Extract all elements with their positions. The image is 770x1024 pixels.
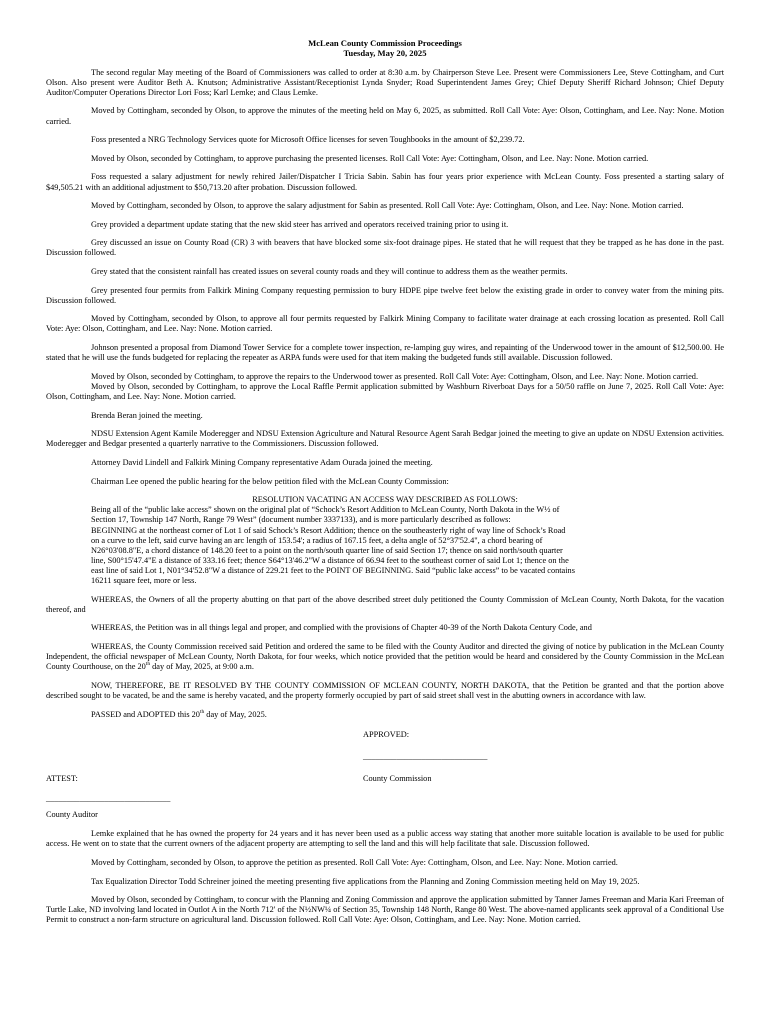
paragraph: Moved by Olson, seconded by Cottingham, to approve purchasing the presented licenses. Roll Call Vote: Aye: Cottingham, Olson, and Lee. Nay: None. Motion carried. [91, 153, 649, 163]
resolution-line: Section 17, Township 147 North, Range 79 West” (document number 3337133), and is more particularly described as follows: [91, 515, 511, 525]
paragraph: Foss requested a salary adjustment for newly rehired Jailer/Dispatcher I Tricia Sabin. Sabin has four years prior experience with McLean County. Foss presented a starting salary of $49,505.21 with an additional adjustment to $50,713.20 after probation. Discussion followed. [46, 172, 724, 192]
resolution-line: on a curve to the left, said curve having an arc length of 153.54'; a radius of 167.15 feet, a delta angle of 52°37'52.4", a chord bearing of [91, 535, 543, 545]
signature-line: ______________________________ [46, 793, 171, 803]
resolved-paragraph: NOW, THEREFORE, BE IT RESOLVED BY THE COUNTY COMMISSION OF MCLEAN COUNTY, NORTH DAKOTA, that the Petition be granted and that the portion above described sought to be vacated, be and the same is hereby vacated, and the property formerly occupied by part of said street shall vest in the abutting owners in accordance with law. [46, 680, 724, 700]
title-line-2: Tuesday, May 20, 2025 [343, 48, 427, 59]
county-auditor-label: County Auditor [46, 810, 98, 820]
paragraph: Lemke explained that he has owned the property for 24 years and it has never been used as a public access way stating that another more suitable location is available to be used for public access. He went on to state that the current owners of the adjacent property are attempting to sell the land and this will help facilitate that sale. Discussion followed. [46, 829, 724, 849]
whereas-paragraph: WHEREAS, the Petition was in all things legal and proper, and complied with the provisions of Chapter 40-39 of the North Dakota Century Code, and [91, 623, 592, 633]
ordinal-suffix: th [145, 661, 151, 668]
whereas-text: WHEREAS, the County Commission received said Petition and ordered the same to be filed with the County Auditor and directed the giving of notice by publication in the McLean County Independent, the official newspaper of McLean County, North Dakota, for four weeks, which notice provided that the petition would be heard and considered by the County Commission in the McLean County Courthouse, on the 20 [46, 642, 724, 672]
paragraph: Grey stated that the consistent rainfall has created issues on several county roads and they will continue to address them as the weather permits. [91, 267, 568, 277]
paragraph: Moved by Cottingham, seconded by Olson, to approve the salary adjustment for Sabin as presented. Roll Call Vote: Aye: Cottingham, Olson, and Lee. Nay: None. Motion carried. [91, 201, 684, 211]
whereas-paragraph: WHEREAS, the Owners of all the property abutting on that part of the above described street duly petitioned the County Commission of McLean County, North Dakota, for the vacation thereof, and [46, 594, 724, 614]
approved-label: APPROVED: [363, 729, 410, 739]
ordinal-suffix: th [199, 708, 205, 715]
passed-text: day of May, 2025. [204, 709, 267, 719]
paragraph: Grey discussed an issue on County Road (CR) 3 with beavers that have blocked some six-foot drainage pipes. He stated that he will request that they be trapped as he has done in the past. Discussion followed. [46, 238, 724, 258]
paragraph: Moved by Olson, seconded by Cottingham, to approve the repairs to the Underwood tower as presented. Roll Call Vote: Aye: Cottingham, Olson, and Lee. Nay: None. Motion carried. [91, 371, 699, 381]
paragraph: Chairman Lee opened the public hearing for the below petition filed with the McLean County Commission: [91, 476, 449, 486]
resolution-description [91, 505, 721, 586]
paragraph: Tax Equalization Director Todd Schreiner joined the meeting presenting five applications from the Planning and Zoning Commission meeting held on May 19, 2025. [91, 876, 640, 886]
paragraph: Grey presented four permits from Falkirk Mining Company requesting permission to bury HDPE pipe twelve feet below the existing grade in order to convey water from the mining pits. Discussion followed. [46, 285, 724, 305]
whereas-text: day of May, 2025, at 9:00 a.m. [150, 662, 254, 672]
paragraph: Moved by Olson, seconded by Cottingham, to approve the Local Raffle Permit application submitted by Washburn Riverboat Days for a 50/50 raffle on June 7, 2025. Roll Call Vote: Aye: Olson, Cottingham, and Lee. Nay: None. Motion carried. [46, 381, 724, 402]
signature-line: ______________________________ [363, 751, 488, 761]
passed-text: PASSED and ADOPTED this 20 [91, 709, 200, 719]
paragraph: Johnson presented a proposal from Diamond Tower Service for a complete tower inspection, re-lamping guy wires, and repainting of the Underwood tower in the amount of $12,500.00. He stated that he will use the funds budgeted for replacing the repeater as ARPA funds were used for that item making the budgeted funds still available. Discussion followed. [46, 343, 724, 363]
county-commission-label: County Commission [363, 773, 432, 783]
paragraph: Moved by Olson, seconded by Cottingham, to concur with the Planning and Zoning Commission and approve the application submitted by Tanner James Freeman and Maria Kari Freeman of Turtle Lake, ND involving land located in Outlot A in the North 712' of the N½NW¼ of Section 35, Township 148 North, Range 80 West. The above-named applicants seek approval of a Conditional Use Permit to construct a non-farm structure on agricultural land. Discussion followed. Roll Call Vote: Aye: Olson, Cottingham, and Lee. Nay: None. Motion carried. [46, 895, 724, 925]
resolution-line: east line of said Lot 1, N01°34'52.8"W a distance of 229.21 feet to the POINT OF BEGINNING. Said “public lake access” to be vacated contains [91, 565, 575, 575]
resolution-heading: RESOLUTION VACATING AN ACCESS WAY DESCRIBED AS FOLLOWS: [252, 495, 518, 505]
resolution-line: 16211 square feet, more or less. [91, 576, 197, 586]
title-line-1: McLean County Commission Proceedings [308, 38, 462, 48]
paragraph: Brenda Beran joined the meeting. [91, 410, 203, 420]
paragraph: Moved by Cottingham, seconded by Olson, to approve the minutes of the meeting held on May 6, 2025, as submitted. Roll Call Vote: Aye: Olson, Cottingham, and Lee. Nay: None. Motion carried. [46, 106, 724, 126]
paragraph: Attorney David Lindell and Falkirk Mining Company representative Adam Ourada joined the meeting. [91, 457, 433, 467]
resolution-line: N26°03'08.8"E, a chord distance of 148.20 feet to a point on the north/south quarter line of said Section 17; thence on said north/south quarter [91, 545, 563, 555]
resolution-line: Being all of the “public lake access” shown on the original plat of “Schock’s Resort Addition to McLean County, North Dakota in the W½ of [91, 505, 560, 515]
document-title [46, 38, 724, 59]
passed-paragraph [46, 710, 724, 720]
attest-row [46, 774, 724, 784]
resolution-line: BEGINNING at the northeast corner of Lot 1 of said Schock’s Resort Addition; thence on the southeasterly right of way line of Schock’s Road [91, 525, 566, 535]
paragraph: Grey provided a department update stating that the new skid steer has arrived and operators received training prior to using it. [91, 219, 509, 229]
paragraph: NDSU Extension Agent Kamile Moderegger and NDSU Extension Agriculture and Natural Resource Agent Sarah Bedgar joined the meeting to give an update on NDSU Extension activities. Moderegger and Bedgar presented a quarterly narrative to the Commissioners. Discussion followed. [46, 429, 724, 449]
paragraph: Moved by Cottingham, seconded by Olson, to approve the petition as presented. Roll Call Vote: Aye: Cottingham, Olson, and Lee. Nay: None. Motion carried. [91, 857, 618, 867]
paragraph: Moved by Cottingham, seconded by Olson, to approve all four permits requested by Falkirk Mining Company to facilitate water drainage at each crossing location as presented. Roll Call Vote: Aye: Olson, Cottingham, and Lee. Nay: None. Motion carried. [46, 314, 724, 334]
paragraph: The second regular May meeting of the Board of Commissioners was called to order at 8:30 a.m. by Chairperson Steve Lee. Present were Commissioners Lee, Steve Cottingham, and Curt Olson. Also present were Auditor Beth A. Knutson; Administrative Assistant/Receptionist Lynda Snyder; Road Superintendent James Grey; Chief Deputy Sheriff Richard Johnson; Chief Deputy Auditor/Computer Operations Director Lori Foss; Karl Lemke; and Claus Lemke. [46, 67, 724, 97]
whereas-paragraph [46, 642, 724, 672]
resolution-line: line, S00°15'47.4"E a distance of 333.16 feet; thence S64°13'46.2"W a distance of 66.94 feet to the southeast corner of said Lot 1; thence on the [91, 555, 569, 565]
attest-label: ATTEST: [46, 773, 78, 783]
paragraph: Foss presented a NRG Technology Services quote for Microsoft Office licenses for seven Toughbooks in the amount of $2,239.72. [91, 135, 525, 145]
